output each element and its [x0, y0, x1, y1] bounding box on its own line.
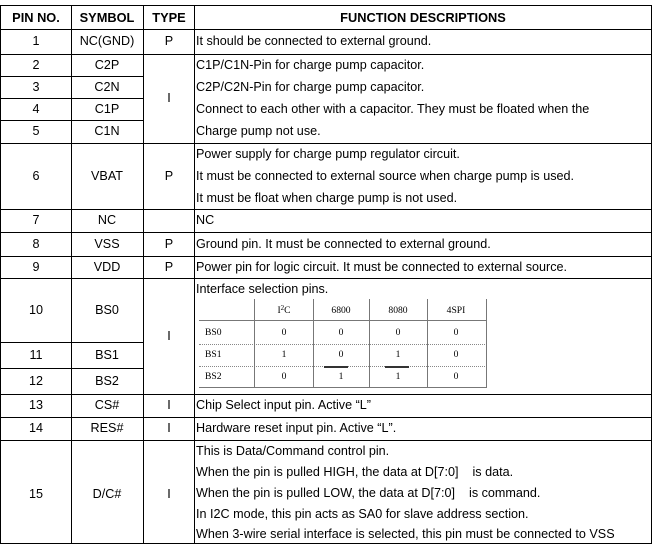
- pin-symbol: C1N: [94, 124, 120, 138]
- subtable-cell: 1: [338, 371, 344, 382]
- pin-number: 6: [32, 169, 40, 183]
- subtable-cell: 0: [281, 327, 287, 338]
- pin-description: C1P/C1N-Pin for charge pump capacitor.: [196, 58, 425, 72]
- pin-description: When the pin is pulled HIGH, the data at D[7:0] is data.: [196, 465, 514, 479]
- subtable-cell: 1: [281, 349, 287, 360]
- pin-description: When the pin is pulled LOW, the data at D[7:0] is command.: [196, 486, 541, 500]
- subtable-row-label: BS1: [205, 349, 222, 360]
- pin-number: 11: [29, 348, 43, 362]
- pin-description: It must be float when charge pump is not used.: [196, 191, 458, 205]
- pin-type: I: [167, 487, 171, 501]
- header-symbol: SYMBOL: [79, 10, 135, 25]
- pin-description: This is Data/Command control pin.: [196, 444, 390, 458]
- pin-type: P: [164, 169, 174, 183]
- pin-symbol: C2P: [94, 58, 120, 72]
- subtable-cell: 1: [395, 371, 401, 382]
- pin-description: It must be connected to external source when charge pump is used.: [196, 169, 575, 183]
- pin-number: 1: [32, 34, 40, 48]
- pin-description: When 3-wire serial interface is selected, this pin must be connected to VSS: [196, 527, 615, 541]
- pin-symbol: BS0: [95, 303, 119, 317]
- subtable-cell: 0: [453, 371, 459, 382]
- pin-number: 7: [32, 213, 40, 227]
- pin-symbol: RES#: [90, 421, 124, 435]
- pin-type: P: [164, 34, 174, 48]
- pin-symbol: NC(GND): [79, 34, 135, 48]
- pin-number: 13: [28, 398, 44, 412]
- pin-symbol: D/C#: [92, 487, 122, 501]
- pin-description: Connect to each other with a capacitor. They must be floated when the: [196, 102, 590, 116]
- pin-description: C2P/C2N-Pin for charge pump capacitor.: [196, 80, 425, 94]
- pin-number: 9: [32, 260, 40, 274]
- header-pin-no: PIN NO.: [12, 10, 60, 25]
- pin-number: 8: [32, 237, 40, 251]
- pin-description: Interface selection pins.: [196, 282, 329, 296]
- subtable-cell: 0: [453, 349, 459, 360]
- pin-number: 4: [32, 102, 40, 116]
- subtable-cell: 0: [453, 327, 459, 338]
- pin-number: 3: [32, 80, 40, 94]
- pin-type: P: [164, 237, 174, 251]
- subtable-header-8080: 8080: [388, 305, 408, 316]
- pin-type: P: [164, 260, 174, 274]
- pin-description: Power pin for logic circuit. It must be connected to external source.: [196, 260, 567, 274]
- pin-description: Chip Select input pin. Active “L”: [196, 398, 372, 412]
- pin-description: Charge pump not use.: [196, 124, 321, 138]
- pin-number: 12: [28, 374, 44, 388]
- pin-description: NC: [196, 213, 215, 227]
- subtable-header-i2c: $I^2C$: [277, 304, 291, 316]
- header-function: FUNCTION DESCRIPTIONS: [340, 10, 506, 25]
- subtable-header-4spi: 4SPI: [446, 305, 466, 316]
- header-type: TYPE: [152, 10, 186, 25]
- pin-description: In I2C mode, this pin acts as SA0 for slave address section.: [196, 507, 529, 521]
- subtable-header-6800: 6800: [331, 305, 351, 316]
- pin-number: 2: [32, 58, 40, 72]
- pin-symbol: VDD: [93, 260, 121, 274]
- pin-description: Hardware reset input pin. Active “L”.: [196, 421, 397, 435]
- pin-symbol: C1P: [94, 102, 120, 116]
- subtable-cell: 0: [281, 371, 287, 382]
- subtable-row-label: BS0: [205, 327, 222, 338]
- pin-type: I: [167, 398, 171, 412]
- pin-type: I: [167, 91, 171, 105]
- subtable-row-label: BS2: [205, 371, 222, 382]
- pin-symbol: NC: [97, 213, 117, 227]
- pin-symbol: VSS: [94, 237, 120, 251]
- pin-symbol: VBAT: [91, 169, 123, 183]
- pin-number: 15: [28, 487, 44, 501]
- pin-symbol: CS#: [94, 398, 120, 412]
- pin-symbol: C2N: [94, 80, 120, 94]
- pin-type: I: [167, 329, 171, 343]
- pin-number: 5: [32, 124, 40, 138]
- pin-type: I: [167, 421, 171, 435]
- pin-description: Ground pin. It must be connected to external ground.: [196, 237, 491, 251]
- pin-number: 10: [28, 303, 44, 317]
- subtable-cell: 0: [338, 349, 344, 360]
- subtable-cell: 1: [395, 349, 401, 360]
- pin-number: 14: [28, 421, 44, 435]
- pin-symbol: BS2: [95, 374, 119, 388]
- subtable-cell: 0: [395, 327, 401, 338]
- subtable-cell: 0: [338, 327, 344, 338]
- pin-description: Power supply for charge pump regulator circuit.: [196, 147, 460, 161]
- pin-symbol: BS1: [95, 348, 119, 362]
- pin-description: It should be connected to external ground.: [196, 34, 432, 48]
